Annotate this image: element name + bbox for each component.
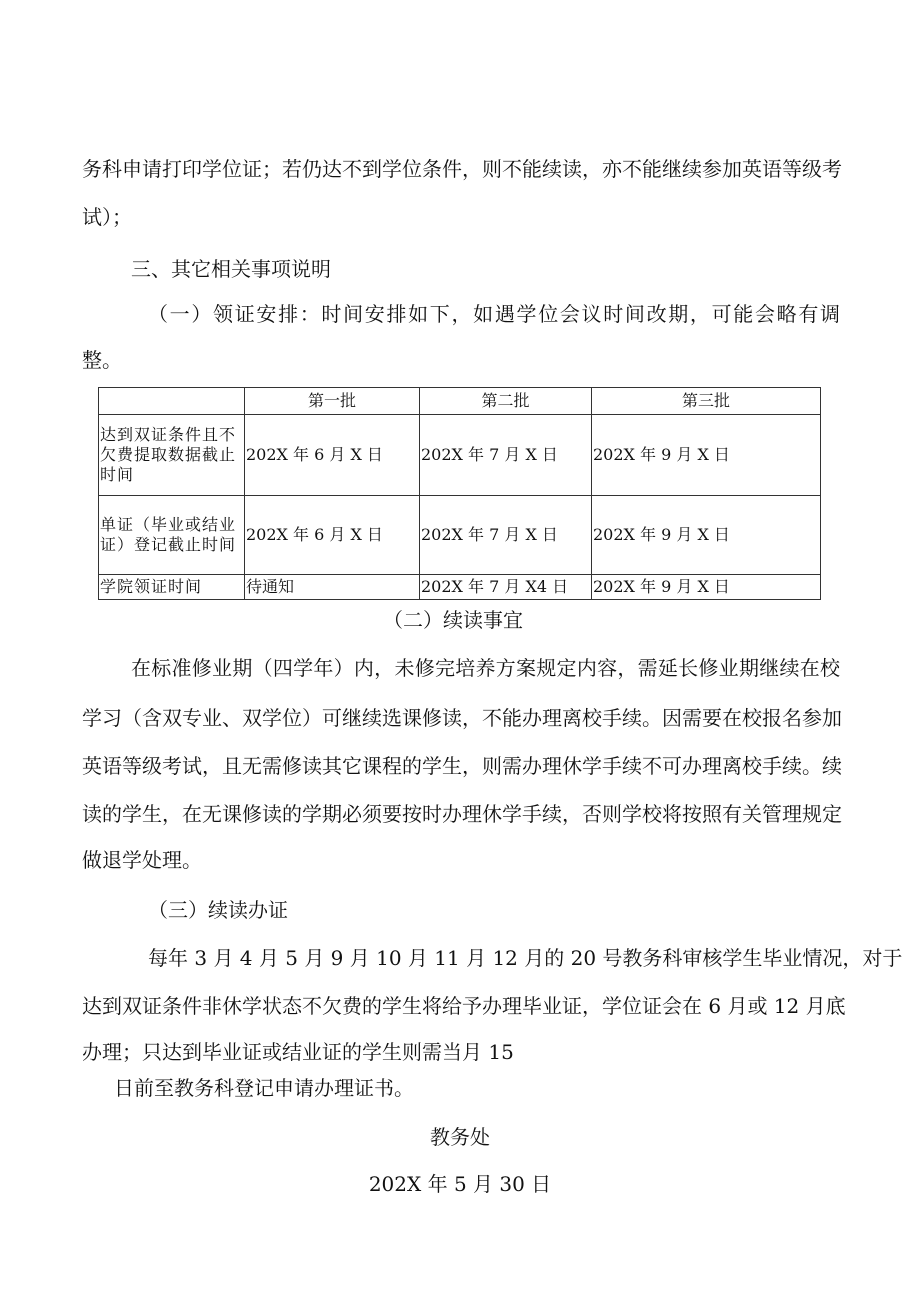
table-row [99,575,821,600]
table-cell: 202X 年 7 月 X 日 [420,415,592,496]
table-header-cell: 第二批 [420,388,592,415]
sub2-line: 在标准修业期（四学年）内，未修完培养方案规定内容，需延长修业期继续在校 [131,656,840,680]
sub2-line: 读的学生，在无课修读的学期必须要按时办理休学手续，否则学校将按照有关管理规定 [82,802,842,826]
intro-line-1: 务科申请打印学位证；若仍达不到学位条件，则不能续读，亦不能继续参加英语等级考 [82,157,842,181]
table-row [99,496,821,575]
table-header-row [99,388,821,415]
signature-office: 教务处 [430,1125,490,1149]
sub3-title: （三）续读办证 [148,898,288,922]
sub2-line: 学习（含双专业、双学位）可继续选课修读，不能办理离校手续。因需要在校报名参加 [82,706,842,730]
sub2-line: 做退学处理。 [82,848,202,872]
section-3-title: 三、其它相关事项说明 [131,257,331,281]
sub1-line-2: 整。 [82,348,122,372]
sub3-line: 达到双证条件非休学状态不欠费的学生将给予办理毕业证，学位证会在 6 月或 12 月底 [82,994,846,1018]
table-cell: 202X 年 7 月 X4 日 [420,575,592,600]
certificate-schedule-table [98,387,821,600]
table-header-cell [99,388,245,415]
table-row-label: 达到双证条件且不欠费提取数据截止时间 [99,415,245,496]
intro-line-2: 试）； [82,205,132,229]
sub2-line: 英语等级考试，且无需修读其它课程的学生，则需办理休学手续不可办理离校手续。续 [82,754,842,778]
table-cell: 202X 年 9 月 X 日 [592,575,821,600]
table-cell: 202X 年 6 月 X 日 [245,415,420,496]
table-header-cell: 第一批 [245,388,420,415]
table-header-cell: 第三批 [592,388,821,415]
table-cell: 202X 年 6 月 X 日 [245,496,420,575]
table-cell: 202X 年 9 月 X 日 [592,496,821,575]
sub3-line: 办理；只达到毕业证或结业证的学生则需当月 15 [82,1040,514,1064]
sub2-title: （二）续读事宜 [383,608,523,632]
table-row-label: 单证（毕业或结业证）登记截止时间 [99,496,245,575]
table-row [99,415,821,496]
signature-date: 202X 年 5 月 30 日 [368,1172,552,1196]
table-cell: 202X 年 7 月 X 日 [420,496,592,575]
sub3-line: 日前至教务科登记申请办理证书。 [114,1076,414,1100]
table-cell: 待通知 [245,575,420,600]
sub3-line: 每年 3 月 4 月 5 月 9 月 10 月 11 月 12 月的 20 号教务科审核学生毕业情况，对于 [148,946,903,970]
table-row-label: 学院领证时间 [99,575,245,600]
table-cell: 202X 年 9 月 X 日 [592,415,821,496]
sub1-line-1: （一）领证安排：时间安排如下，如遇学位会议时间改期，可能会略有调 [148,302,840,326]
